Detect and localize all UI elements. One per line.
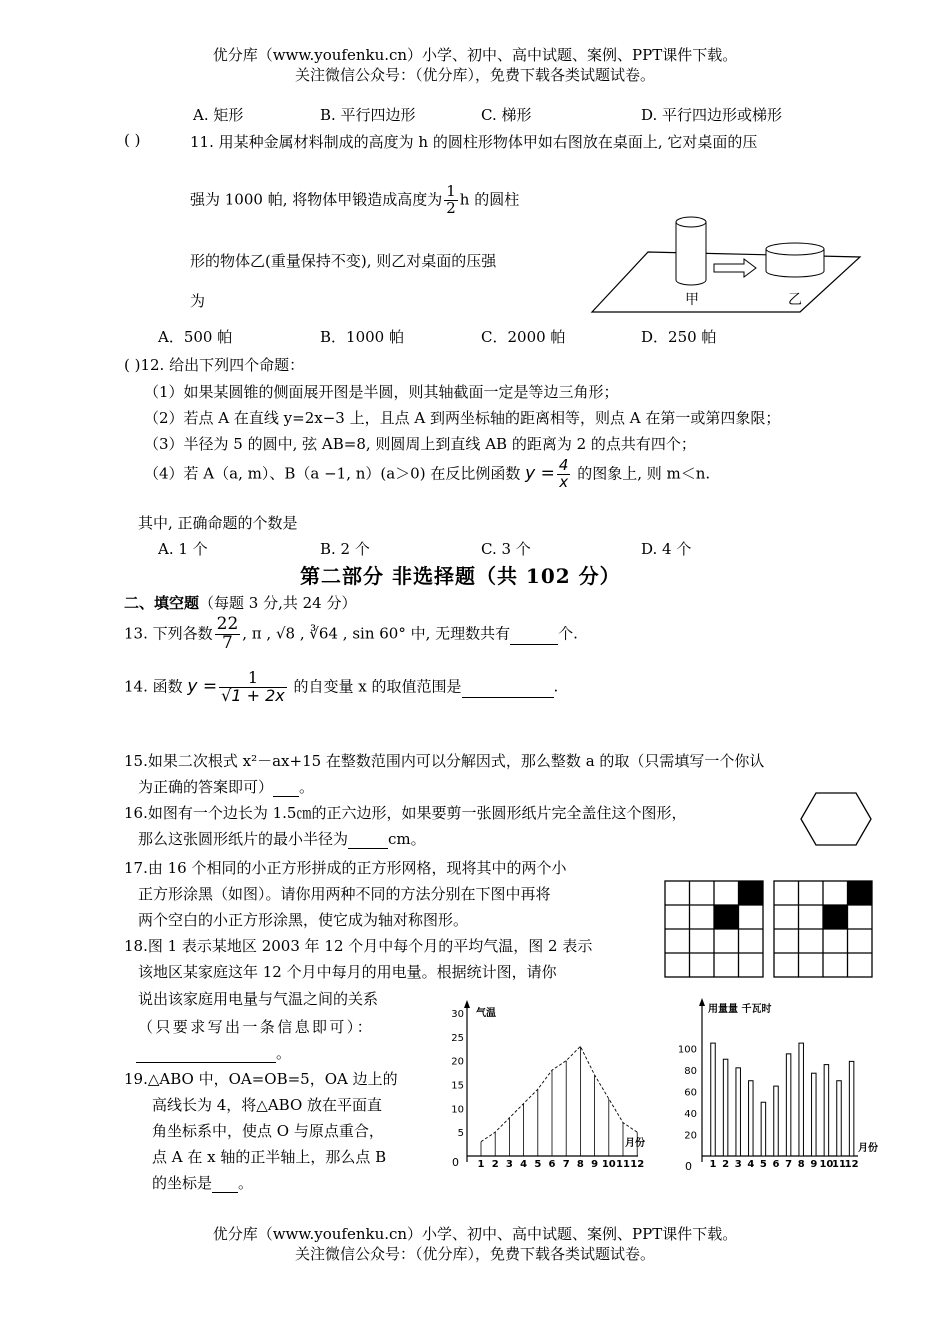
- q18-blank: [136, 1044, 276, 1063]
- q16-unit: cm。: [388, 830, 426, 848]
- y-tick-label: 100: [677, 1044, 697, 1056]
- q12-option-a: A. 1 个: [158, 540, 208, 558]
- x-tick-label: 7: [785, 1159, 793, 1170]
- q18-line-3: 说出该家庭用电量与气温之间的关系: [138, 990, 379, 1008]
- q11-option-d: D．250 帕: [641, 328, 717, 346]
- q14-y-eq: y =: [187, 676, 218, 697]
- q14-frac-den: √1 + 2x: [221, 685, 285, 705]
- q11-option-b: B．1000 帕: [320, 328, 404, 346]
- label-yi: 乙: [788, 292, 802, 308]
- q12-frac-num: 4: [558, 456, 569, 474]
- x-tick-label: 6: [548, 1159, 556, 1170]
- q13-a: 13. 下列各数: [124, 624, 213, 643]
- q19-end: 。: [238, 1174, 254, 1192]
- label-jia: 甲: [685, 292, 699, 308]
- grid-figure-1: [664, 880, 766, 980]
- q14: [124, 670, 558, 705]
- q16-line-2-text: 那么这张圆形纸片的最小半径为: [138, 830, 349, 848]
- cylinder-yi: [766, 243, 824, 277]
- q14-frac-num: 1: [219, 670, 287, 688]
- q10-option-d: D. 平行四边形或梯形: [641, 106, 783, 124]
- q11-frac-num: 1: [446, 182, 456, 200]
- q19-line-4: 点 A 在 x 轴的正半轴上，那么点 B: [152, 1148, 387, 1166]
- x-tick-label: 9: [810, 1159, 818, 1170]
- q18-end: 。: [276, 1044, 292, 1062]
- q12-item-3: （3）半径为 5 的圆中, 弦 AB=8, 则圆周上到直线 AB 的距离为 2 的点共有四个；: [144, 435, 696, 453]
- q13-fraction: [215, 616, 241, 653]
- q16-blank: [348, 830, 388, 849]
- q12-option-c: C. 3 个: [481, 540, 531, 558]
- q11-line-2: [190, 184, 519, 217]
- q12-item-4: [144, 458, 710, 491]
- q15-line-2: [138, 776, 314, 797]
- hexagon-figure: [798, 790, 874, 848]
- y-tick-label: 5: [457, 1128, 464, 1140]
- q18-line-2: 该地区某家庭这年 12 个月中每月的用电量。根据统计图，请你: [138, 963, 557, 981]
- chart2-origin: 0: [685, 1160, 692, 1173]
- q12-tail: 其中, 正确命题的个数是: [138, 514, 298, 532]
- chart1-xlabel: 月份: [625, 1138, 645, 1149]
- cylinder-jia: [676, 217, 706, 285]
- x-tick-label: 8: [576, 1159, 584, 1170]
- section2-note: （每题 3 分,共 24 分）: [199, 594, 357, 612]
- q15-line-1: 15.如果二次根式 x²－ax+15 在整数范围内可以分解因式，那么整数 a 的取（只需填写一个你认: [124, 752, 765, 770]
- usage-bar: [849, 1061, 854, 1156]
- q12-item-4b: 的图象上, 则 m＜n.: [577, 464, 711, 483]
- q12-y-eq: y =: [525, 463, 555, 484]
- arrow-right-icon: [714, 259, 756, 277]
- q14-blank: [462, 675, 554, 698]
- x-tick-label: 1: [709, 1159, 717, 1170]
- chart2-xlabel: 月份: [858, 1143, 878, 1154]
- part2-title: 第二部分 非选择题（共 102 分）: [300, 564, 621, 588]
- y-tick-label: 20: [684, 1130, 697, 1142]
- q13-frac-den: 7: [222, 632, 233, 653]
- q11-line-4: 为: [190, 292, 206, 310]
- q12-head: ( )12. 给出下列四个命题：: [124, 356, 305, 374]
- y-tick-label: 30: [451, 1009, 464, 1020]
- header-line-2: 关注微信公众号：（优分库），免费下载各类试题试卷。: [294, 66, 655, 84]
- black-square: [739, 881, 764, 905]
- q16-line-1: 16.如图有一个边长为 1.5㎝的正六边形，如果要剪一张圆形纸片完全盖住这个图形，: [124, 804, 687, 822]
- grid-figure-2: [773, 880, 875, 980]
- x-tick-label: 12: [630, 1159, 645, 1170]
- q16-line-2: [138, 828, 426, 849]
- temperature-line: [481, 1046, 637, 1141]
- chart2-title: 用量量 千瓦时: [708, 1004, 772, 1015]
- x-tick-label: 7: [562, 1159, 570, 1170]
- q13-c: 个.: [558, 624, 578, 643]
- footer-line-1: 优分库（www.youfenku.cn）小学、初中、高中试题、案例、PPT课件下载。: [212, 1225, 738, 1243]
- usage-bar: [786, 1054, 791, 1156]
- q19-line-2: 高线长为 4，将△ABO 放在平面直: [152, 1096, 383, 1114]
- x-tick-label: 9: [591, 1159, 599, 1170]
- q12-frac-den: x: [559, 472, 569, 491]
- q14-c: .: [553, 677, 559, 696]
- cylinder-diagram: [588, 212, 868, 318]
- usage-bar: [837, 1081, 842, 1156]
- q11-line-3: 形的物体乙(重量保持不变), 则乙对桌面的压强: [190, 252, 497, 270]
- black-square: [848, 881, 873, 905]
- q10-option-c: C. 梯形: [481, 106, 532, 124]
- q15-line-2-text: 为正确的答案即可）: [138, 778, 274, 796]
- q11-line-1: 11. 用某种金属材料制成的高度为 h 的圆柱形物体甲如右图放在桌面上, 它对桌面的压: [190, 133, 758, 151]
- q11-option-c: C．2000 帕: [481, 328, 566, 346]
- usage-bar: [723, 1059, 728, 1156]
- usage-bar: [812, 1073, 817, 1156]
- x-tick-label: 2: [491, 1159, 499, 1170]
- q18-line-4: （只要求写出一条信息即可）：: [138, 1018, 375, 1036]
- q14-fraction: [219, 670, 287, 705]
- y-axis-arrow-icon: [464, 1000, 470, 1008]
- chart1-origin: 0: [452, 1156, 459, 1169]
- q17-line-2: 正方形涂黑（如图）。请你用两种不同的方法分别在下图中再将: [138, 885, 551, 903]
- black-square: [714, 905, 739, 929]
- x-tick-label: 5: [534, 1159, 542, 1170]
- q11-option-a: A．500 帕: [158, 328, 233, 346]
- x-tick-label: 3: [505, 1159, 513, 1170]
- x-tick-label: 2: [722, 1159, 730, 1170]
- q14-a: 14. 函数: [124, 677, 183, 696]
- x-tick-label: 3: [734, 1159, 742, 1170]
- q19-blank: [212, 1174, 238, 1193]
- q12-item-4a: （4）若 A（a, m）、B（a −1, n）(a＞0) 在反比例函数: [144, 464, 521, 483]
- y-tick-label: 60: [684, 1087, 697, 1099]
- usage-bar: [749, 1081, 754, 1156]
- usage-bar: [774, 1086, 779, 1156]
- q17-line-3: 两个空白的小正方形涂黑，使它成为轴对称图形。: [138, 911, 469, 929]
- q17-line-1: 17.由 16 个相同的小正方形拼成的正方形网格，现将其中的两个小: [124, 859, 567, 877]
- x-tick-label: 11: [616, 1159, 630, 1170]
- y-tick-label: 15: [451, 1080, 464, 1092]
- q15-blank: [273, 778, 299, 797]
- x-tick-label: 8: [797, 1159, 805, 1170]
- y-tick-label: 10: [451, 1104, 464, 1116]
- q19-line-5-text: 的坐标是: [152, 1174, 213, 1192]
- temperature-chart: [440, 996, 665, 1176]
- q13-frac-num: 22: [216, 614, 239, 634]
- q10-option-b: B. 平行四边形: [320, 106, 416, 124]
- q13-blank: [510, 622, 558, 645]
- q19-line-1: 19.△ABO 中，OA=OB=5，OA 边上的: [124, 1070, 398, 1088]
- y-tick-label: 20: [451, 1056, 464, 1068]
- header-line-1: 优分库（www.youfenku.cn）小学、初中、高中试题、案例、PPT课件下载。: [212, 46, 738, 64]
- x-tick-label: 1: [477, 1159, 485, 1170]
- q12-item-2: （2）若点 A 在直线 y=2x−3 上，且点 A 到两坐标轴的距离相等，则点 A 在第一或第四象限；: [144, 409, 781, 427]
- q13: [124, 616, 578, 653]
- y-axis-arrow-icon: [699, 998, 705, 1006]
- q11-line-2b: h 的圆柱: [459, 190, 520, 209]
- q19-line-3: 角坐标系中，使点 O 与原点重合，: [152, 1122, 384, 1140]
- y-tick-label: 40: [684, 1108, 697, 1120]
- usage-bar: [824, 1065, 829, 1156]
- q12-option-d: D. 4 个: [641, 540, 692, 558]
- x-tick-label: 11: [832, 1159, 846, 1170]
- section2-heading: [124, 592, 357, 613]
- q12-fraction: [557, 458, 571, 491]
- x-tick-label: 10: [819, 1159, 834, 1170]
- q10-option-a: A. 矩形: [193, 106, 244, 124]
- x-tick-label: 10: [601, 1159, 616, 1170]
- x-tick-label: 5: [759, 1159, 767, 1170]
- x-tick-label: 12: [844, 1159, 859, 1170]
- footer-line-2: 关注微信公众号：（优分库），免费下载各类试题试卷。: [294, 1245, 655, 1263]
- q11-line-2a: 强为 1000 帕, 将物体甲锻造成高度为: [190, 190, 443, 209]
- chart1-title: 气温: [476, 1008, 496, 1019]
- usage-bar: [711, 1043, 716, 1156]
- y-tick-label: 25: [451, 1032, 464, 1044]
- x-tick-label: 4: [747, 1159, 755, 1170]
- q12-option-b: B. 2 个: [320, 540, 370, 558]
- black-square: [823, 905, 848, 929]
- section2-title: 二、填空题: [124, 594, 200, 612]
- q18-line-1: 18.图 1 表示某地区 2003 年 12 个月中每个月的平均气温，图 2 表示: [124, 937, 593, 955]
- usage-bar: [761, 1102, 766, 1156]
- x-tick-label: 4: [520, 1159, 528, 1170]
- q18-answer: [136, 1042, 291, 1063]
- q11-paren: ( ): [124, 131, 141, 149]
- usage-bar: [736, 1068, 741, 1156]
- y-tick-label: 80: [684, 1065, 697, 1077]
- q11-frac-den: 2: [446, 198, 456, 217]
- usage-bar: [799, 1043, 804, 1156]
- q15-end: 。: [299, 778, 315, 796]
- q13-b: , π , √8 , ∛64 , sin 60° 中, 无理数共有: [242, 624, 511, 643]
- q14-b: 的自变量 x 的取值范围是: [293, 677, 462, 696]
- x-tick-label: 6: [772, 1159, 780, 1170]
- q11-fraction: [444, 184, 458, 217]
- q19-line-5: [152, 1172, 253, 1193]
- electricity-chart: [677, 996, 895, 1176]
- q12-item-1: （1）如果某圆锥的侧面展开图是半圆，则其轴截面一定是等边三角形；: [144, 383, 619, 401]
